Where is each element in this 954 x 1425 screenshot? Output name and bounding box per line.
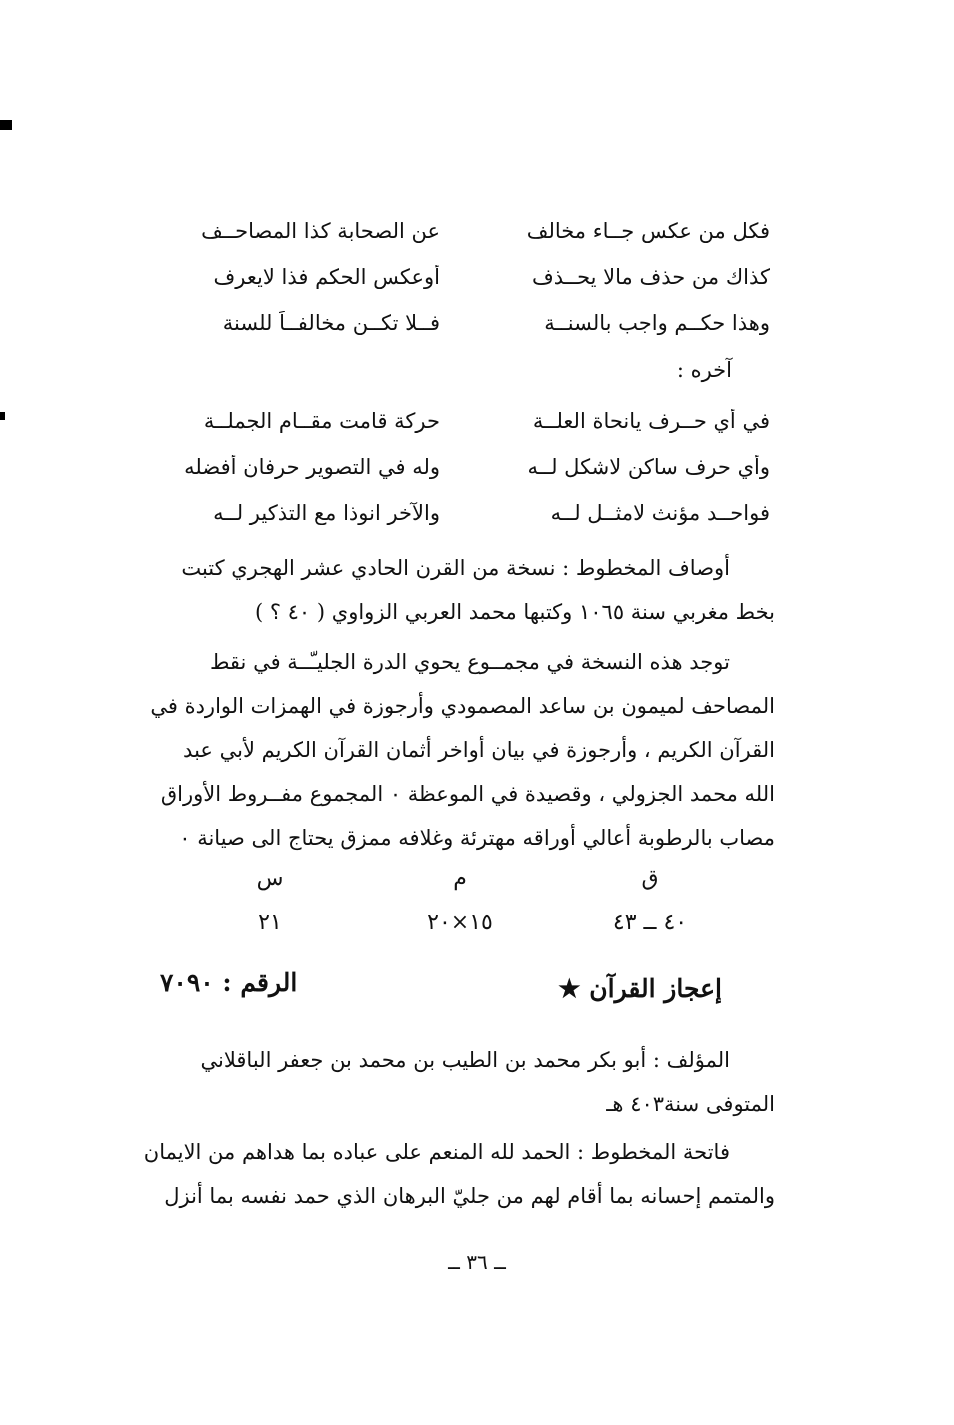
verse bbox=[150, 490, 770, 536]
scan-edge-mark bbox=[0, 120, 12, 130]
hemistich-left: وله في التصوير حرفان أفضله bbox=[184, 455, 440, 479]
text-line: القرآن الكريم ، وأرجوزة في بيان أواخر أثمان القرآن الكريم لأبي عبد bbox=[183, 738, 775, 762]
text-line: الله محمد الجزولي ، وقصيدة في الموعظة ٠ المجموع مفــروط الأوراق bbox=[160, 782, 775, 806]
collection-contents bbox=[135, 640, 775, 860]
verse bbox=[150, 444, 770, 490]
verse bbox=[150, 208, 770, 254]
text-line: بخط مغربي سنة ١٠٦٥ وكتبها محمد العربي الزواوي ( ٤٠ ؟ ) bbox=[254, 600, 775, 624]
text-line: والمتمم إحسانه بما أقام لهم من جليّ البرهان الذي حمد نفسه بما أنزل bbox=[164, 1184, 775, 1208]
hemistich-right: فواحــد مؤنث لامثــل لــه bbox=[550, 501, 770, 525]
text-line: توجد هذه النسخة في مجمــوع يحوي الدرة الجليـّــة في نقط bbox=[210, 650, 730, 674]
text-line: فاتحة المخطوط : الحمد لله المنعم على عباده بما هداهم من الايمان bbox=[143, 1140, 730, 1164]
specs-values bbox=[180, 910, 740, 935]
verse bbox=[150, 300, 770, 346]
verse bbox=[150, 254, 770, 300]
entry-number: الرقم : ٧٠٩٠ bbox=[160, 968, 298, 997]
hemistich-right: وهذا حكــم واجب بالسنــة bbox=[544, 311, 770, 335]
page-number: ــ ٣٦ ــ bbox=[448, 1250, 506, 1274]
ending-label: آخره : bbox=[676, 358, 732, 382]
verse bbox=[150, 398, 770, 444]
text-line: المتوفى سنة٤٠٣ هـ bbox=[606, 1092, 775, 1116]
spec-value-folios: ٤٠ ــ ٤٣ bbox=[612, 910, 688, 935]
spec-header-size: م bbox=[453, 866, 467, 891]
hemistich-left: عن الصحابة كذا المصاحــف bbox=[201, 219, 440, 243]
spec-value-lines: ٢١ bbox=[258, 910, 282, 935]
hemistich-left: والآخر انوذا مع التذكير لــه bbox=[213, 501, 440, 525]
scan-edge-mark bbox=[0, 412, 5, 420]
spec-header-folios: ق bbox=[641, 866, 659, 891]
hemistich-left: أوعكس الحكم فذا لايعرف bbox=[213, 265, 440, 289]
specs-headers bbox=[180, 866, 740, 891]
text-line: المؤلف : أبو بكر محمد بن الطيب بن محمد بن جعفر الباقلاني bbox=[200, 1048, 730, 1072]
hemistich-right: فكل من عكس جــاء مخالف bbox=[526, 219, 770, 243]
poem-opening bbox=[150, 208, 770, 346]
hemistich-right: كذاك من حذف مالا يحــذف bbox=[532, 265, 770, 289]
text-line: مصاب بالرطوبة أعالي أوراقه مهترئة وغلافه ممزق يحتاج الى صيانة ٠ bbox=[179, 826, 775, 850]
hemistich-left: حركة قامت مقــام الجملــة bbox=[203, 409, 440, 433]
manuscript-opening bbox=[135, 1130, 775, 1218]
hemistich-left: فــلا تكــن مخالفــاً للسنة bbox=[222, 311, 440, 335]
author-info bbox=[135, 1038, 775, 1126]
poem-ending bbox=[150, 398, 770, 536]
hemistich-right: في أي حــرف يانحاة العلــة bbox=[532, 409, 770, 433]
manuscript-description bbox=[135, 546, 775, 634]
hemistich-right: وأي حرف ساكن لاشكل لــه bbox=[527, 455, 770, 479]
spec-header-lines: س bbox=[256, 866, 284, 891]
text-line: المصاحف لميمون بن ساعد المصمودي وأرجوزة في الهمزات الواردة في bbox=[150, 694, 775, 718]
text-line: أوصاف المخطوط : نسخة من القرن الحادي عشر الهجري كتبت bbox=[181, 556, 730, 580]
entry-title: إعجاز القرآن ★ bbox=[558, 974, 722, 1003]
spec-value-size: ١٥×٢٠ bbox=[427, 910, 493, 935]
